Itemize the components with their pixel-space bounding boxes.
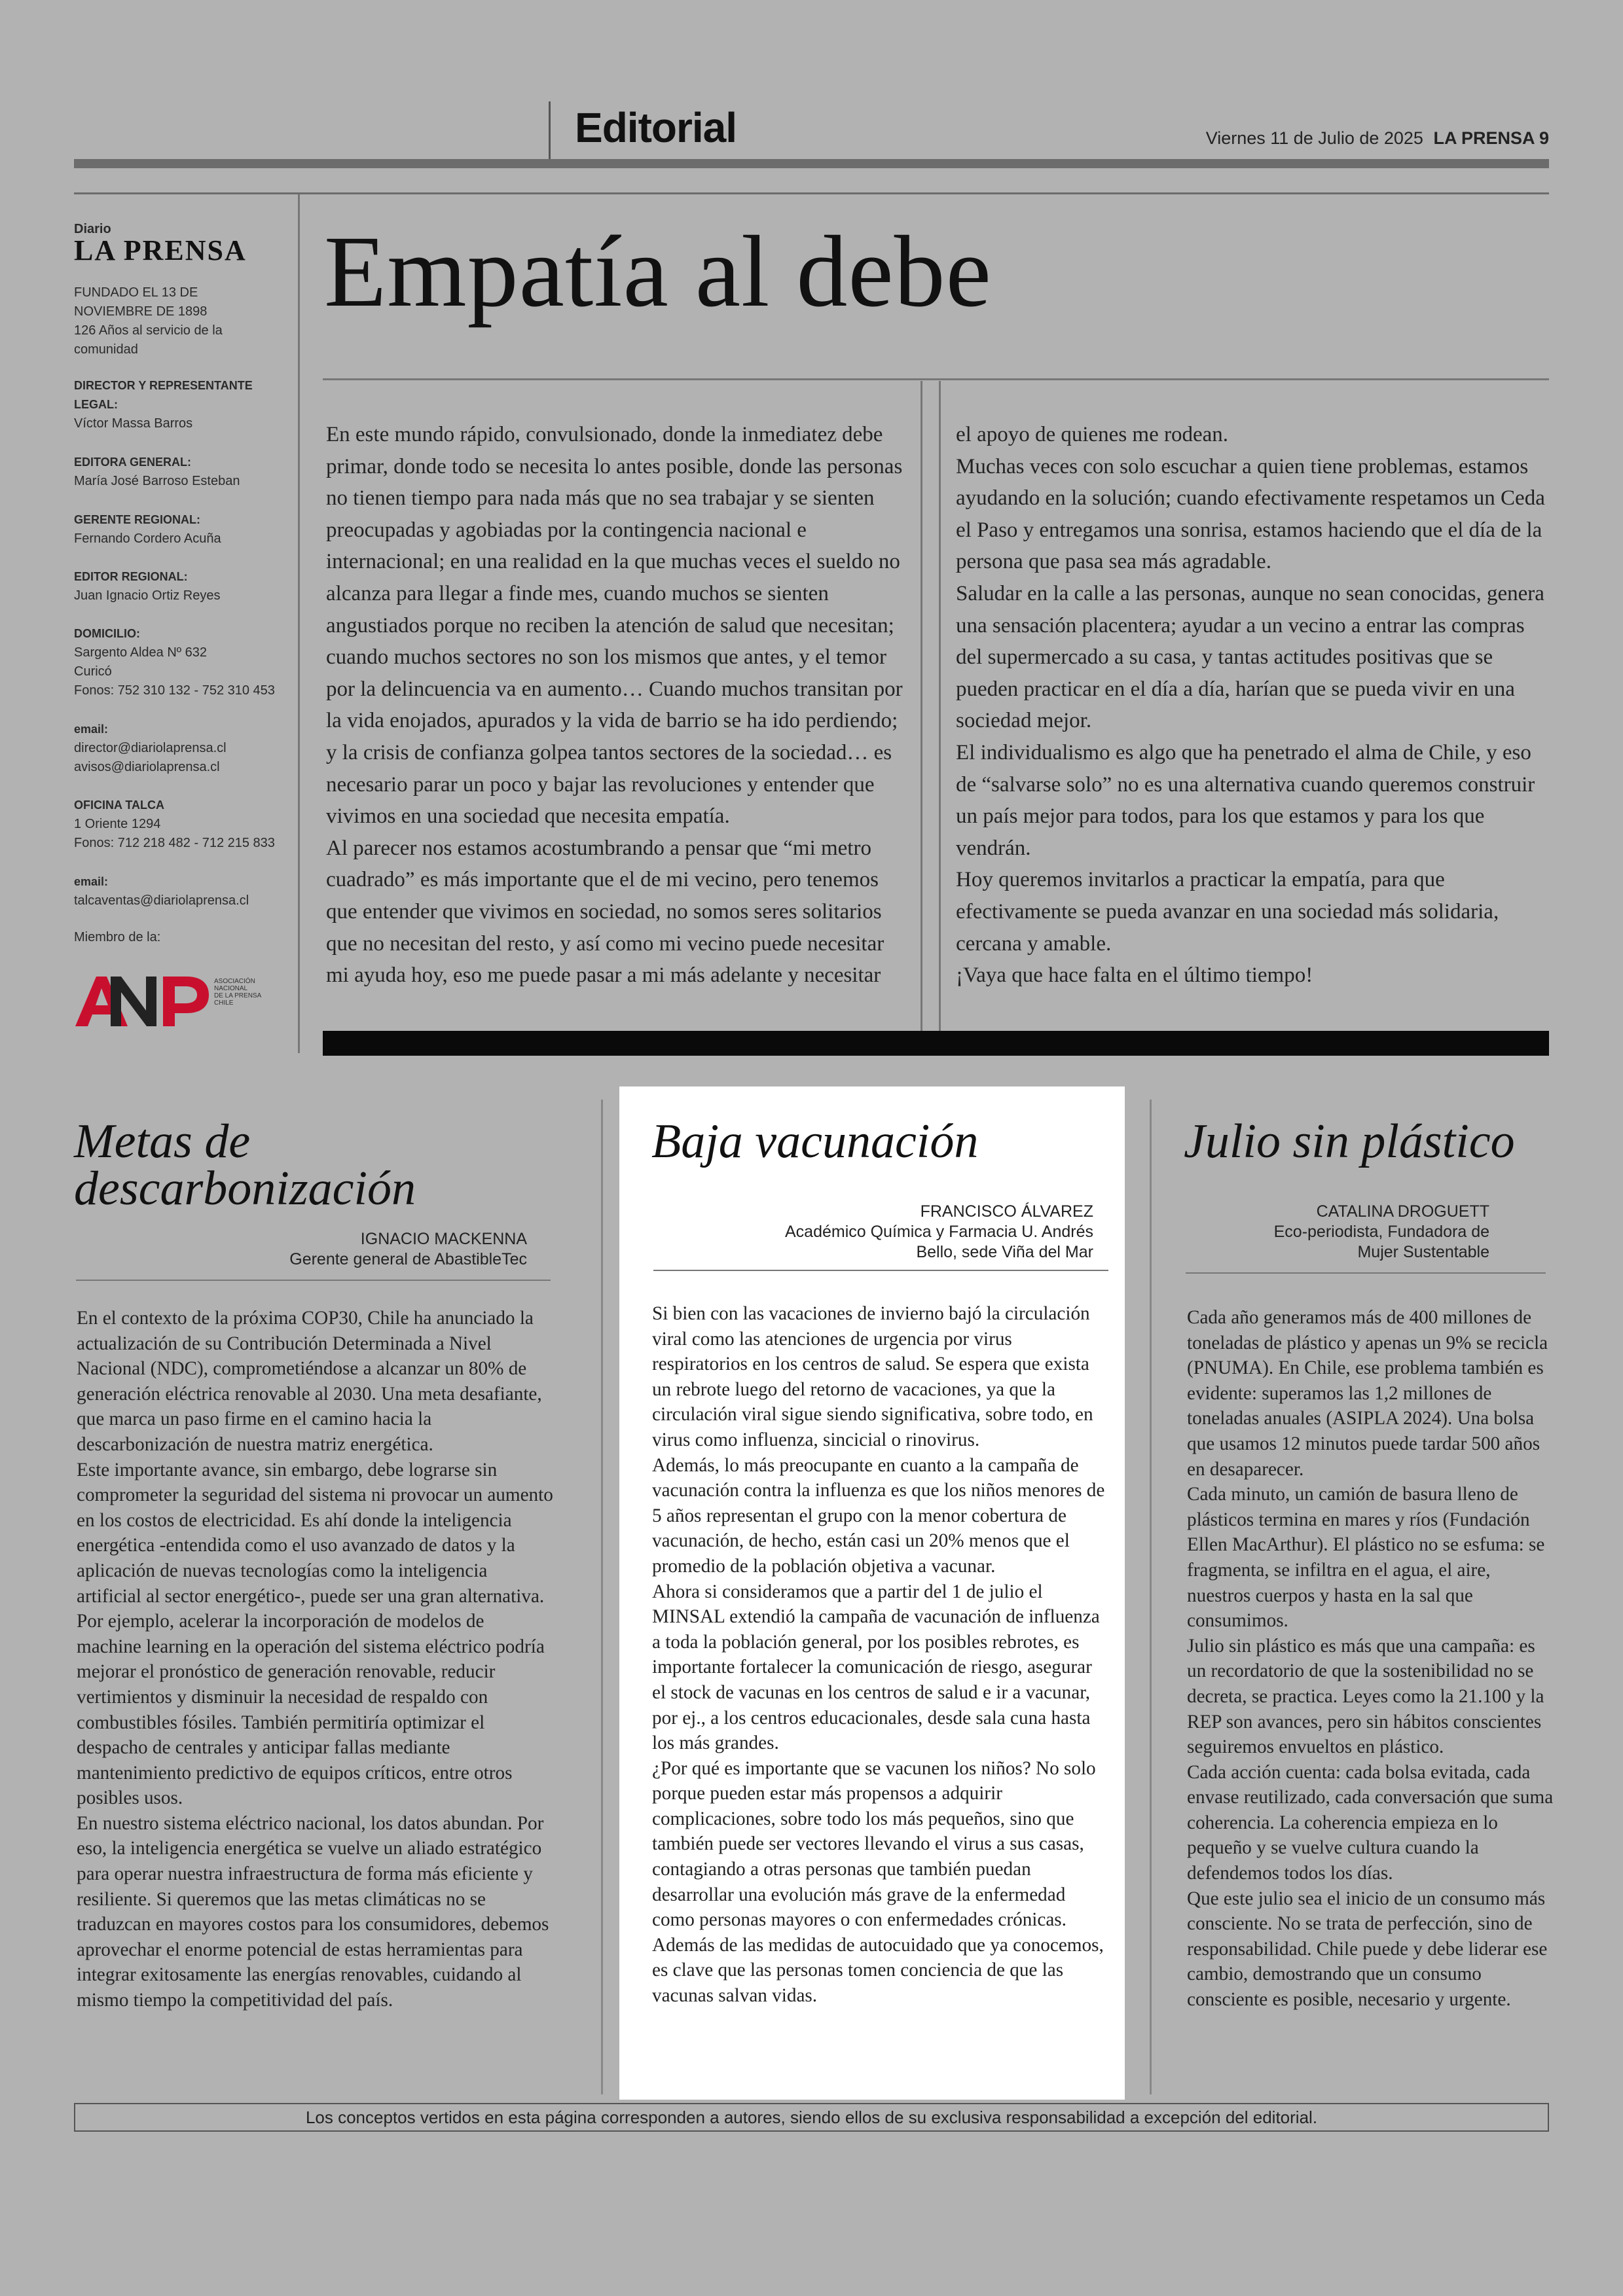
editorial-paragraph: Hoy queremos invitarlos a practicar la empatía, para que efectivamente se pueda avanzar en una sociedad más solidaria, cercana y amable.	[956, 868, 1499, 956]
column-paragraph: Además, lo más preocupante en cuanto a la campaña de vacunación contra la influenza es que los niños menores de 5 años representan el grupo con la menor cobertura de vacunación, de hecho, están casi un 20% menos que el promedio de la población objetiva a vacunar.	[652, 1454, 1105, 1577]
column-paragraph: Que este julio sea el inicio de un consumo más consciente. No se trata de perfección, sino de responsabilidad. Chile puede y debe liderar ese cambio, demostrando que un consumo consciente es posible, necesario y urgente.	[1187, 1888, 1548, 2011]
header-bar	[74, 159, 1549, 168]
column-paragraph: Cada minuto, un camión de basura lleno de plásticos termina en mares y ríos (Fundación Ellen MacArthur). El plástico no se esfuma: se fragmenta, se infiltra en el agua, el aire, nuestros cuerpos y hasta en la sal que consumimos.	[1187, 1484, 1545, 1632]
masthead-block	[74, 511, 290, 548]
author-name: FRANCISCO ÁLVAREZ	[920, 1202, 1093, 1221]
block-label: EDITORA GENERAL:	[74, 456, 192, 469]
editorial-title: Empatía al debe	[324, 215, 992, 328]
column-paragraph: Además de las medidas de autocuidado que ya conocemos, es clave que las personas tomen conciencia de que las vacunas salvan vidas.	[652, 1934, 1104, 2007]
column-paragraph: Cada acción cuenta: cada bolsa evitada, cada envase reutilizado, cada conversación que suma coherencia. La coherencia empieza en lo pequeño y se vuelve cultura cuando la defendemos todos los días.	[1187, 1761, 1554, 1884]
member-label: Miembro de la:	[74, 930, 161, 944]
byline-rule	[653, 1270, 1108, 1271]
email-line[interactable]: avisos@diariolaprensa.cl	[74, 760, 220, 774]
anp-logo	[74, 969, 283, 1034]
column-body	[77, 1306, 553, 2013]
masthead-diario: Diario	[74, 222, 111, 236]
masthead	[74, 194, 300, 1053]
block-line: Fernando Cordero Acuña	[74, 531, 221, 546]
block-label: GERENTE REGIONAL:	[74, 513, 201, 526]
column-paragraph: Si bien con las vacaciones de invierno bajó la circulación viral como las atenciones de urgencia por virus respiratorios en los centros de salud. Se espera que exista un rebrote luego del retorno de vacaciones, ya que la circulación viral sigue siendo significativa, sobre todo, en virus como influenza, sincicial o rinovirus.	[652, 1303, 1093, 1450]
section-title: Editorial	[575, 104, 737, 151]
anp-logo-text: ASOCIACIÓN NACIONAL DE LA PRENSA CHILE	[214, 978, 261, 1007]
column-paragraph: Cada año generamos más de 400 millones de toneladas de plástico y apenas un 9% se recicla (PNUMA). En Chile, ese problema también es evidente: superamos las 1,2 millones de toneladas anuales (ASIPLA 2024). Una bolsa que usamos 12 minutos puede tardar 500 años en desaparecer.	[1187, 1307, 1548, 1480]
email-line[interactable]: talcaventas@diariolaprensa.cl	[74, 893, 249, 908]
block-line: Juan Ignacio Ortiz Reyes	[74, 588, 221, 603]
paper-page: LA PRENSA 9	[1433, 128, 1549, 148]
editorial-bottom-bar	[323, 1031, 1549, 1056]
editorial-paragraph: ¡Vaya que hace falta en el último tiempo!	[956, 963, 1313, 988]
column-paragraph: Este importante avance, sin embargo, debe lograrse sin comprometer la seguridad del sistema ni provocar un aumento en los costos de electricidad. Es ahí donde la inteligencia energética -entendida como el uso avanzado de datos y la aplicación de nuevas tecnologías como la inteligencia artificial al sector energético-, puede ser una gran alternativa.	[77, 1459, 553, 1607]
editorial-column-right	[956, 419, 1548, 992]
years-line: 126 Años al servicio de la comunidad	[74, 323, 223, 357]
author-role: Académico Química y Farmacia U. Andrés Bello, sede Viña del Mar	[785, 1223, 1093, 1261]
column-divider	[1150, 1100, 1152, 2094]
column-divider	[939, 381, 941, 1031]
editorial-rule	[323, 378, 1549, 380]
column-byline	[1257, 1202, 1489, 1263]
column-divider	[601, 1100, 603, 2094]
author-name: IGNACIO MACKENNA	[360, 1230, 527, 1248]
masthead-block	[74, 872, 290, 910]
author-role: Gerente general de AbastibleTec	[289, 1250, 527, 1268]
column-body	[652, 1301, 1110, 2009]
masthead-block	[74, 567, 290, 605]
masthead-block	[74, 376, 290, 433]
block-line: 1 Oriente 1294	[74, 817, 161, 831]
column-title: Baja vacunación	[651, 1115, 979, 1168]
block-label: DIRECTOR Y REPRESENTANTE LEGAL:	[74, 379, 253, 411]
masthead-block	[74, 796, 290, 853]
column-paragraph: Ahora si consideramos que a partir del 1 de julio el MINSAL extendió la campaña de vacunación de influenza a toda la población general, por los posibles rebrotes, es importante fortalecer la comunicación de riesgo, asegurar el stock de vacunas en los centros de salud e ir a vacunar, por ej., a los centros educacionales, desde sala cuna hasta los más grandes.	[652, 1581, 1100, 1754]
date-line	[1206, 128, 1549, 149]
column-paragraph: ¿Por qué es importante que se vacunen los niños? No solo porque pueden estar más propensos a adquirir complicaciones, sobre todo los más pequeños, sino que también puede ser vectores llevando el virus a sus casas, contagiando a otras personas que también puedan desarrollar una evolución más grave de la enfermedad como personas mayores o con enfermedades crónicas.	[652, 1757, 1096, 1931]
byline-rule	[1186, 1272, 1546, 1274]
author-name: CATALINA DROGUETT	[1316, 1202, 1489, 1221]
disclaimer: Los conceptos vertidos en esta página corresponden a autores, siendo ellos de su exclusiva responsabilidad a excepción del editorial.	[74, 2103, 1549, 2132]
author-role: Eco-periodista, Fundadora de Mujer Sustentable	[1273, 1223, 1489, 1261]
column-paragraph: En el contexto de la próxima COP30, Chile ha anunciado la actualización de su Contribución Determinada a Nivel Nacional (NDC), comprometiéndose a alcanzar un 80% de generación eléctrica renovable al 2030. Una meta desafiante, que marca un paso firme en el camino hacia la descarbonización de nuestra matriz energética.	[77, 1308, 542, 1455]
column-paragraph: En nuestro sistema eléctrico nacional, los datos abundan. Por eso, la inteligencia energética se vuelve un aliado estratégico para operar nuestra infraestructura de forma más eficiente y resiliente. Si queremos que las metas climáticas no se traduzcan en mayores costos para los consumidores, debemos aprovechar el enorme potencial de estas herramientas para integrar exitosamente las energías renovables, cuidando al mismo tiempo la competitividad del país.	[77, 1812, 549, 2011]
byline-rule	[76, 1280, 551, 1281]
masthead-founded	[74, 283, 251, 359]
column-byline	[196, 1229, 527, 1270]
block-line: Sargento Aldea Nº 632	[74, 645, 208, 660]
editorial-column-left	[326, 419, 912, 992]
column-paragraph: Julio sin plástico es más que una campaña: es un recordatorio de que la sostenibilidad no se decreta, se practica. Leyes como la 21.100 y la REP son avances, pero sin hábitos conscientes seguiremos envueltos en plástico.	[1187, 1635, 1544, 1758]
column-body	[1187, 1305, 1554, 2013]
editorial-paragraph: Saludar en la calle a las personas, aunque no sean conocidas, genera una sensación placentera; ayudar a un vecino a entrar las compras del supermercado a su casa, y tantas actitudes positivas que se pueden practicar en el día a día, harían que se pueda vivir en una sociedad mejor.	[956, 581, 1544, 733]
column-title: Metas de descarbonización	[74, 1115, 416, 1215]
block-label: email:	[74, 875, 109, 888]
masthead-name: LA PRENSA	[74, 234, 247, 266]
block-label: email:	[74, 723, 109, 736]
column-byline	[740, 1202, 1093, 1263]
anp-logo-mark	[75, 977, 209, 1026]
column-title: Julio sin plástico	[1184, 1115, 1515, 1168]
editorial-paragraph: Al parecer nos estamos acostumbrando a pensar que “mi metro cuadrado” es más importante que el de mi vecino, pero tenemos que entender que vivimos en sociedad, no somos seres solitarios que no necesitan del resto, y así como mi vecino puede necesitar mi ayuda hoy, eso me puede pasar a mi más adelante y necesitar	[326, 836, 884, 988]
column-divider	[921, 381, 922, 1031]
block-label: OFICINA TALCA	[74, 798, 164, 812]
issue-date: Viernes 11 de Julio de 2025	[1205, 128, 1423, 148]
block-line: Curicó	[74, 664, 112, 679]
masthead-block	[74, 453, 290, 491]
masthead-block	[74, 720, 290, 777]
editorial-paragraph: Muchas veces con solo escuchar a quien tiene problemas, estamos ayudando en la solución; cuando efectivamente respetamos un Ceda el Paso y entregamos una sonrisa, estamos haciendo que el día de la persona que pasa sea más agradable.	[956, 454, 1545, 574]
block-label: DOMICILIO:	[74, 627, 140, 640]
column-paragraph: Por ejemplo, acelerar la incorporación de modelos de machine learning en la operación del sistema eléctrico podría mejorar el pronóstico de generación renovable, reducir vertimientos y disminuir la necesidad de respaldo con combustibles fósiles. También permitiría optimizar el despacho de centrales y anticipar fallas mediante mantenimiento predictivo de equipos críticos, entre otros posibles usos.	[77, 1611, 545, 1809]
block-line: Fonos: 712 218 482 - 712 215 833	[74, 836, 275, 850]
editorial-paragraph: el apoyo de quienes me rodean.	[956, 423, 1229, 446]
masthead-block	[74, 624, 290, 700]
block-label: EDITOR REGIONAL:	[74, 570, 188, 583]
block-line: María José Barroso Esteban	[74, 474, 240, 488]
founded-line: FUNDADO EL 13 DE NOVIEMBRE DE 1898	[74, 285, 208, 319]
header-divider	[549, 101, 551, 162]
editorial-paragraph: En este mundo rápido, convulsionado, donde la inmediatez debe primar, donde todo se necesita lo antes posible, donde las personas no tienen tiempo para nada más que no sea trabajar y se sienten preocupadas y agobiadas por la contingencia nacional e internacional; en una realidad en la que muchas veces el sueldo no alcanza para llegar a finde mes, cuando muchos se sienten angustiados porque no reciben la atención de salud que necesitan; cuando muchos sectores no son los mismos que antes, y el temor por la delincuencia va en aumento… Cuando muchos transitan por la vida enojados, apurados y la vida de barrio se ha ido perdiendo; y la crisis de confianza golpea tantos sectores de la sociedad… es necesario parar un poco y bajar las revoluciones y entender que vivimos en una sociedad que necesita empatía.	[326, 423, 903, 829]
editorial-paragraph: El individualismo es algo que ha penetrado el alma de Chile, y eso de “salvarse solo” no es una alternativa cuando queremos construir un país mejor para todos, para los que estamos y para los que vendrán.	[956, 740, 1535, 860]
block-line: Víctor Massa Barros	[74, 416, 193, 431]
email-line[interactable]: director@diariolaprensa.cl	[74, 741, 227, 755]
block-line: Fonos: 752 310 132 - 752 310 453	[74, 683, 275, 698]
